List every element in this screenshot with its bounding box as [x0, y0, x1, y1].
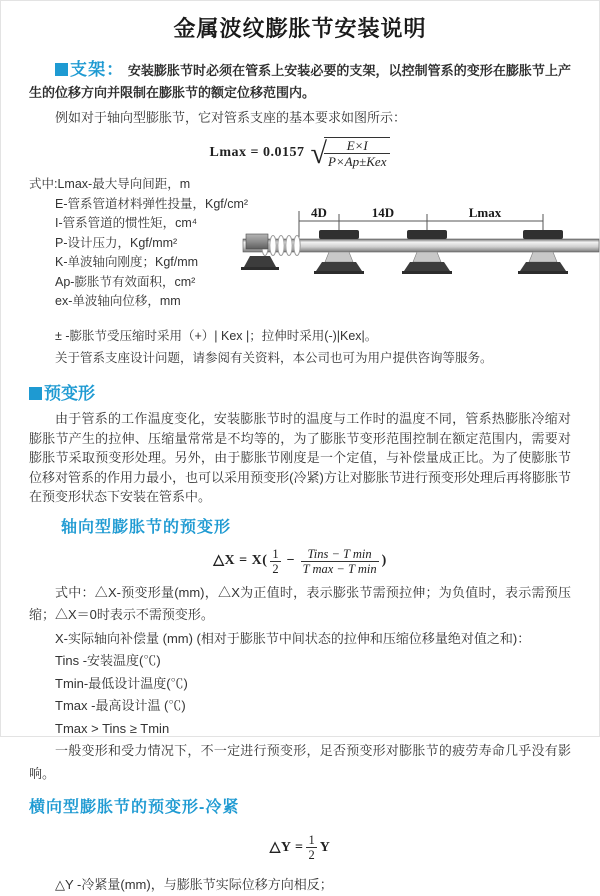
dim-label-14d: 14D — [371, 205, 395, 220]
support-definitions-block — [29, 175, 571, 325]
delta-y-denominator: 2 — [308, 848, 315, 862]
definition-item: Tmax -最高设计温 (℃) — [55, 698, 186, 713]
where-label: 式中:Lmax-最大导向间距，m — [29, 177, 191, 191]
page-title: 金属波纹膨胀节安装说明 — [173, 16, 427, 41]
definition-item: P-设计压力，Kgf/mm² — [55, 235, 178, 250]
definition-item: Tmin-最低设计温度(℃) — [55, 675, 188, 691]
half-numerator: 1 — [272, 546, 279, 561]
lmax-formula-denominator: P×Ap±Kex — [327, 154, 387, 169]
delta-y-fraction — [306, 833, 316, 862]
definition-item: X-实际轴向补偿量 (mm) (相对于膨胀节中间状态的拉伸和压缩位移量绝对值之和)： — [55, 630, 531, 646]
support-intro-paragraph — [29, 59, 571, 104]
support-intro-text: 安装膨胀节时必须在管系上安装必要的支架，以控制管系的变形在膨胀节上产生的位移方向并限制在膨胀节的额定位移范围内。 — [29, 63, 571, 100]
lmax-formula — [29, 137, 571, 169]
definition-item: ex-单波轴向位移，mm — [55, 294, 181, 308]
temperature-denominator: T max − T min — [302, 561, 377, 576]
delta-y-numerator: 1 — [308, 833, 315, 847]
lateral-preform-heading: 横向型膨胀节的预变形-冷紧 — [29, 799, 240, 816]
dim-label-lmax: Lmax — [468, 205, 502, 220]
definition-item: I-管系管道的惯性矩，cm⁴ — [55, 216, 198, 230]
delta-x-formula — [29, 547, 571, 576]
delta-y-lhs: △Y = — [269, 839, 304, 855]
minus-operator: − — [286, 553, 295, 569]
delta-x-rhs: ) — [381, 553, 387, 569]
definition-item: Ap-膨胀节有效面积，cm² — [55, 274, 196, 289]
axial-preform-heading: 轴向型膨胀节的预变形 — [61, 518, 232, 536]
lmax-formula-lhs: Lmax = 0.0157 — [209, 145, 305, 161]
pipe-support-diagram — [243, 201, 599, 303]
definition-item: E-管系管道材料弹性投量，Kgf/cm² — [55, 196, 249, 211]
consult-line: 关于管系支座设计问题，请参阅有关资料，本公司也可为用户提供咨询等服务。 — [55, 351, 493, 365]
delta-y-formula — [29, 833, 571, 862]
support-section-heading: 支架： — [70, 60, 125, 79]
lmax-formula-fraction — [324, 137, 391, 169]
definition-item: K-单波轴向刚度；Kgf/mm — [55, 255, 199, 269]
delta-x-lhs: △X = X( — [213, 553, 268, 569]
axial-note-line: 一般变形和受力情况下，不一定进行预变形，足否预变形对膨胀节的疲劳寿命几乎没有影响。 — [29, 743, 571, 781]
preform-paragraph: 由于管系的工作温度变化，安装膨胀节时的温度与工作时的温度不同，管系热膨胀冷缩对膨胀节产生的拉伸、压缩量常常是不均等的，为了膨胀节变形范围控制在额定范围内，需要对膨胀节采取预变形处理。另外，由于膨胀节刚度是一个定值，与补偿量成正比。为了使膨胀节位移对管系的作用力最小，也可以采用预变形(冷紧)方让对膨胀节进行预变形处理后再将膨胀节在预变形状态下安装在管系中。 — [29, 411, 571, 504]
preform-section-heading — [29, 383, 571, 405]
dim-label-4d: 4D — [311, 205, 327, 220]
definition-item: Tins -安装温度(℃) — [55, 653, 161, 668]
support-example-line: 例如对于轴向型膨胀节，它对管系支座的基本要求如图所示： — [55, 110, 407, 125]
radical-sign-icon: √ — [310, 137, 327, 170]
temperature-numerator: Tins − T min — [307, 546, 372, 561]
half-denominator: 2 — [272, 561, 279, 576]
one-half-fraction — [270, 547, 280, 576]
definition-item: Tmax > Tins ≥ Tmin — [55, 720, 170, 736]
axial-definitions-block — [29, 628, 571, 741]
plusminus-line: ± -膨胀节受压缩时采用（+）| Kex |；拉伸时采用(-)|Kex|。 — [55, 329, 378, 343]
delta-y-definition-line: △Y -冷紧量(mm)，与膨胀节实际位移方向相反； — [55, 877, 333, 892]
section-bullet-icon — [55, 63, 68, 76]
delta-x-where-line: 式中：△X-预变形量(mm)，△X为正值时，表示膨张节需预拉伸；为负值时，表示需预压缩；△X＝0时表示不需预变形。 — [29, 584, 571, 622]
preform-heading-text: 预变形 — [44, 384, 95, 403]
temperature-fraction — [301, 547, 379, 576]
lmax-formula-numerator: E×I — [324, 138, 391, 154]
section-bullet-icon — [29, 387, 42, 400]
delta-y-rhs: Y — [319, 839, 331, 855]
